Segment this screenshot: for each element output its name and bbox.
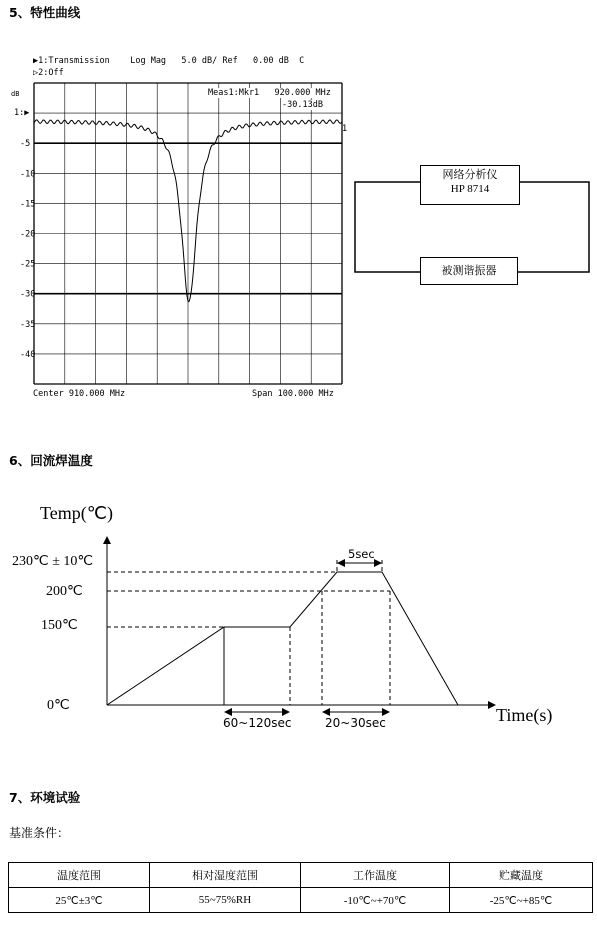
y-tick-label: -35 xyxy=(20,319,36,330)
table-cell: 25℃±3℃ xyxy=(9,888,150,913)
analyzer-header-line-2: ▷2:Off xyxy=(33,68,64,78)
y-tick-label: -25 xyxy=(20,259,36,270)
reflow-peak-duration: 5sec xyxy=(348,547,375,561)
dut-resonator-box: 被测谐振器 xyxy=(420,257,518,285)
table-cell: -25℃~+85℃ xyxy=(450,888,593,913)
marker-flag-1: 1 xyxy=(342,124,348,134)
y-tick-label: -20 xyxy=(20,229,36,240)
table-row xyxy=(9,888,593,913)
table-header-cell: 相对湿度范围 xyxy=(150,863,301,888)
table-header-cell: 工作温度 xyxy=(301,863,450,888)
network-analyzer-name: 网络分析仪 xyxy=(442,168,498,181)
table-header-row xyxy=(9,863,593,888)
reflow-y-axis-title: Temp(℃) xyxy=(40,503,113,523)
reflow-x-axis-title: Time(s) xyxy=(496,705,553,725)
table-cell: -10℃~+70℃ xyxy=(301,888,450,913)
reflow-preheat-duration: 60~120sec xyxy=(223,716,292,730)
analyzer-center-frequency: Center 910.000 MHz xyxy=(33,389,126,399)
reflow-guide-lines xyxy=(107,560,390,705)
y-tick-label: -40 xyxy=(20,349,36,360)
analyzer-reference-marker: 1:▶ xyxy=(14,108,30,118)
reflow-level-200: 200℃ xyxy=(46,584,83,599)
section-title-reflow-temperature: 6、回流焊温度 xyxy=(9,453,93,468)
analyzer-span: Span 100.000 MHz xyxy=(252,389,334,399)
analyzer-unit-label: dB xyxy=(11,90,20,98)
network-analyzer-model: HP 8714 xyxy=(450,183,490,195)
reflow-reflow-duration: 20~30sec xyxy=(325,716,386,730)
environment-conditions-table xyxy=(8,862,593,913)
y-tick-label: -30 xyxy=(20,289,36,300)
y-tick-label: -15 xyxy=(20,199,36,210)
reference-conditions-label: 基准条件： xyxy=(9,826,70,840)
table-header-cell: 贮藏温度 xyxy=(450,863,593,888)
table-cell: 55~75%RH xyxy=(150,888,301,913)
marker-readout-level: -30.13dB xyxy=(282,100,323,110)
table-header-cell: 温度范围 xyxy=(9,863,150,888)
y-tick-label: -5 xyxy=(20,139,31,150)
reflow-profile-curve xyxy=(107,572,458,705)
reflow-level-peak: 230℃ ± 10℃ xyxy=(12,554,94,569)
section-title-characteristic-curve: 5、特性曲线 xyxy=(9,5,81,20)
analyzer-header-line-1: ▶1:Transmission Log Mag 5.0 dB/ Ref 0.00 dB C xyxy=(33,56,305,66)
reflow-level-0: 0℃ xyxy=(47,698,70,713)
y-tick-label: -10 xyxy=(20,169,36,180)
section-title-environmental-test: 7、环境试验 xyxy=(9,790,81,805)
marker-readout-frequency: Meas1:Mkr1 920.000 MHz xyxy=(208,88,331,98)
reflow-level-150: 150℃ xyxy=(41,618,78,633)
